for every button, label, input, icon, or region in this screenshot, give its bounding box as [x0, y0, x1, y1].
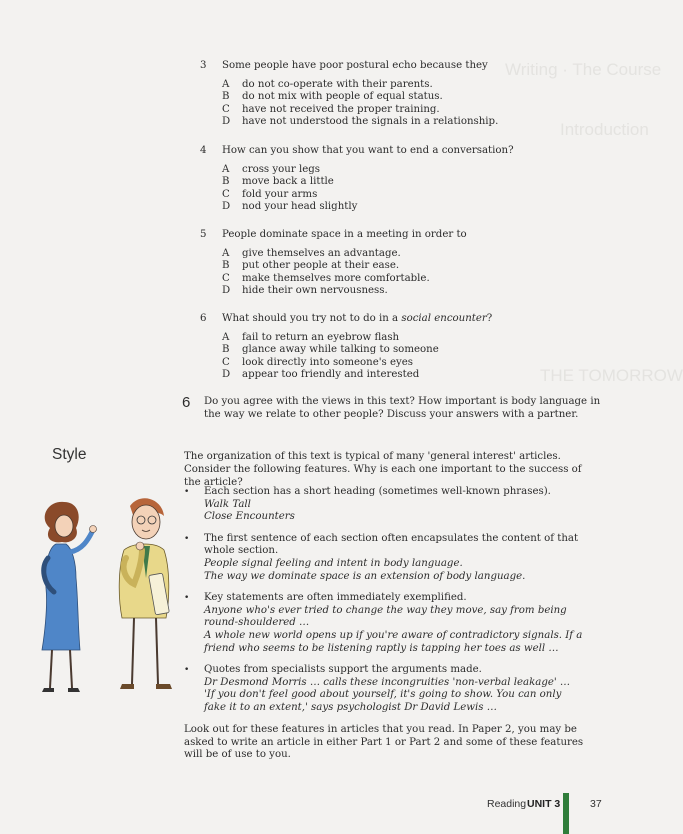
section-heading: Style [52, 446, 87, 463]
example-text: The way we dominate space is an extension of body language. [204, 570, 526, 582]
woman-figure [42, 502, 97, 692]
discussion-text: Do you agree with the views in this text? How important is body language in the way we relate to other people? Discuss your answers with a partner. [204, 396, 601, 420]
style-outro: Look out for these features in articles that you read. In Paper 2, you may be asked to write an article in either Part 1 or Part 2 and some of these features will be of use to you. [184, 724, 584, 761]
option-a: A give themselves an advantage. [222, 247, 401, 259]
option-c: C fold your arms [222, 188, 318, 200]
option-a: A cross your legs [222, 163, 320, 175]
question-3 [200, 60, 600, 129]
show-through-text: THE TOMORROW [540, 366, 683, 385]
example-text: 'If you don't feel good about yourself, it's going to show. You can only fake it to an extent,' says psychologist Dr David Lewis … [204, 689, 562, 713]
option-b: B do not mix with people of equal status. [222, 91, 443, 103]
example-text: Dr Desmond Morris … calls these incongruities 'non-verbal leakage' … [204, 676, 571, 688]
question-5 [200, 229, 600, 298]
page-number: 37 [590, 798, 602, 810]
bullet-icon: • [184, 665, 190, 676]
style-intro: The organization of this text is typical of many 'general interest' articles. Consider the following features. Why is each one important to the success of the article? [184, 451, 582, 488]
question-stem: What should you try not to do in a social encounter? [222, 313, 493, 324]
option-b: B move back a little [222, 176, 334, 188]
question-number: 6 [200, 313, 207, 324]
show-through-text: Writing · The Course [505, 60, 662, 79]
example-text: Close Encounters [204, 511, 295, 523]
footer-section: Reading [487, 798, 527, 810]
bullet-icon: • [184, 533, 190, 544]
option-c: C make themselves more comfortable. [222, 272, 430, 284]
question-number: 5 [200, 229, 207, 240]
option-a: A do not co-operate with their parents. [222, 78, 433, 90]
list-item: • Each section has a short heading (sometimes well-known phrases). Walk Tall Close Encounters [184, 486, 551, 523]
feature-list [184, 486, 584, 724]
cartoon-illustration [30, 488, 175, 708]
bullet-icon: • [184, 487, 190, 497]
unit-accent-bar [563, 793, 569, 834]
option-d: D nod your head slightly [222, 201, 358, 213]
show-through-text: Introduction [560, 120, 649, 139]
example-text: Walk Tall [204, 498, 251, 510]
list-item: • Quotes from specialists support the arguments made. Dr Desmond Morris … calls these incongruities 'non-verbal leakage' … 'If you don't feel good about yourself, it's going to show. You can only fake it to an extent,' says psychologist Dr David Lewis … [184, 664, 584, 714]
example-text: A whole new world opens up if you're aware of contradictory signals. If a friend who seems to be listening raptly is tapping her toes as well … [204, 629, 583, 654]
option-d: D have not understood the signals in a relationship. [222, 116, 499, 128]
question-number: 3 [200, 60, 207, 71]
option-d: D hide their own nervousness. [222, 285, 388, 297]
question-6 [200, 313, 600, 382]
option-a: A fail to return an eyebrow flash [222, 331, 400, 343]
option-c: C look directly into someone's eyes [222, 356, 414, 368]
option-c: C have not received the proper training. [222, 103, 440, 115]
footer-unit: UNIT 3 [527, 798, 561, 810]
list-item: • The first sentence of each section often encapsulates the content of that whole section. People signal feeling and intent in body language. The way we dominate space is an extension of body language. [184, 533, 584, 583]
question-stem: People dominate space in a meeting in order to [222, 229, 467, 240]
discussion-task [182, 396, 602, 421]
question-stem: Some people have poor postural echo because they [222, 60, 488, 71]
question-number: 4 [200, 145, 207, 156]
question-stem: How can you show that you want to end a conversation? [222, 145, 514, 156]
example-text: People signal feeling and intent in body language. [204, 557, 463, 569]
bullet-icon: • [184, 593, 190, 604]
option-b: B glance away while talking to someone [222, 344, 439, 356]
option-b: B put other people at their ease. [222, 260, 400, 272]
man-figure [119, 498, 172, 689]
option-d: D appear too friendly and interested [222, 369, 420, 381]
list-item: • Key statements are often immediately exemplified. Anyone who's ever tried to change the way they move, say from being round-shouldered … A whole new world opens up if you're aware of contradictory signals. If a friend who seems to be listening raptly is tapping her toes as well … [184, 592, 583, 654]
question-4 [200, 145, 600, 214]
example-text: Anyone who's ever tried to change the way they move, say from being round-shouldered … [204, 604, 567, 629]
task-number: 6 [182, 394, 191, 411]
